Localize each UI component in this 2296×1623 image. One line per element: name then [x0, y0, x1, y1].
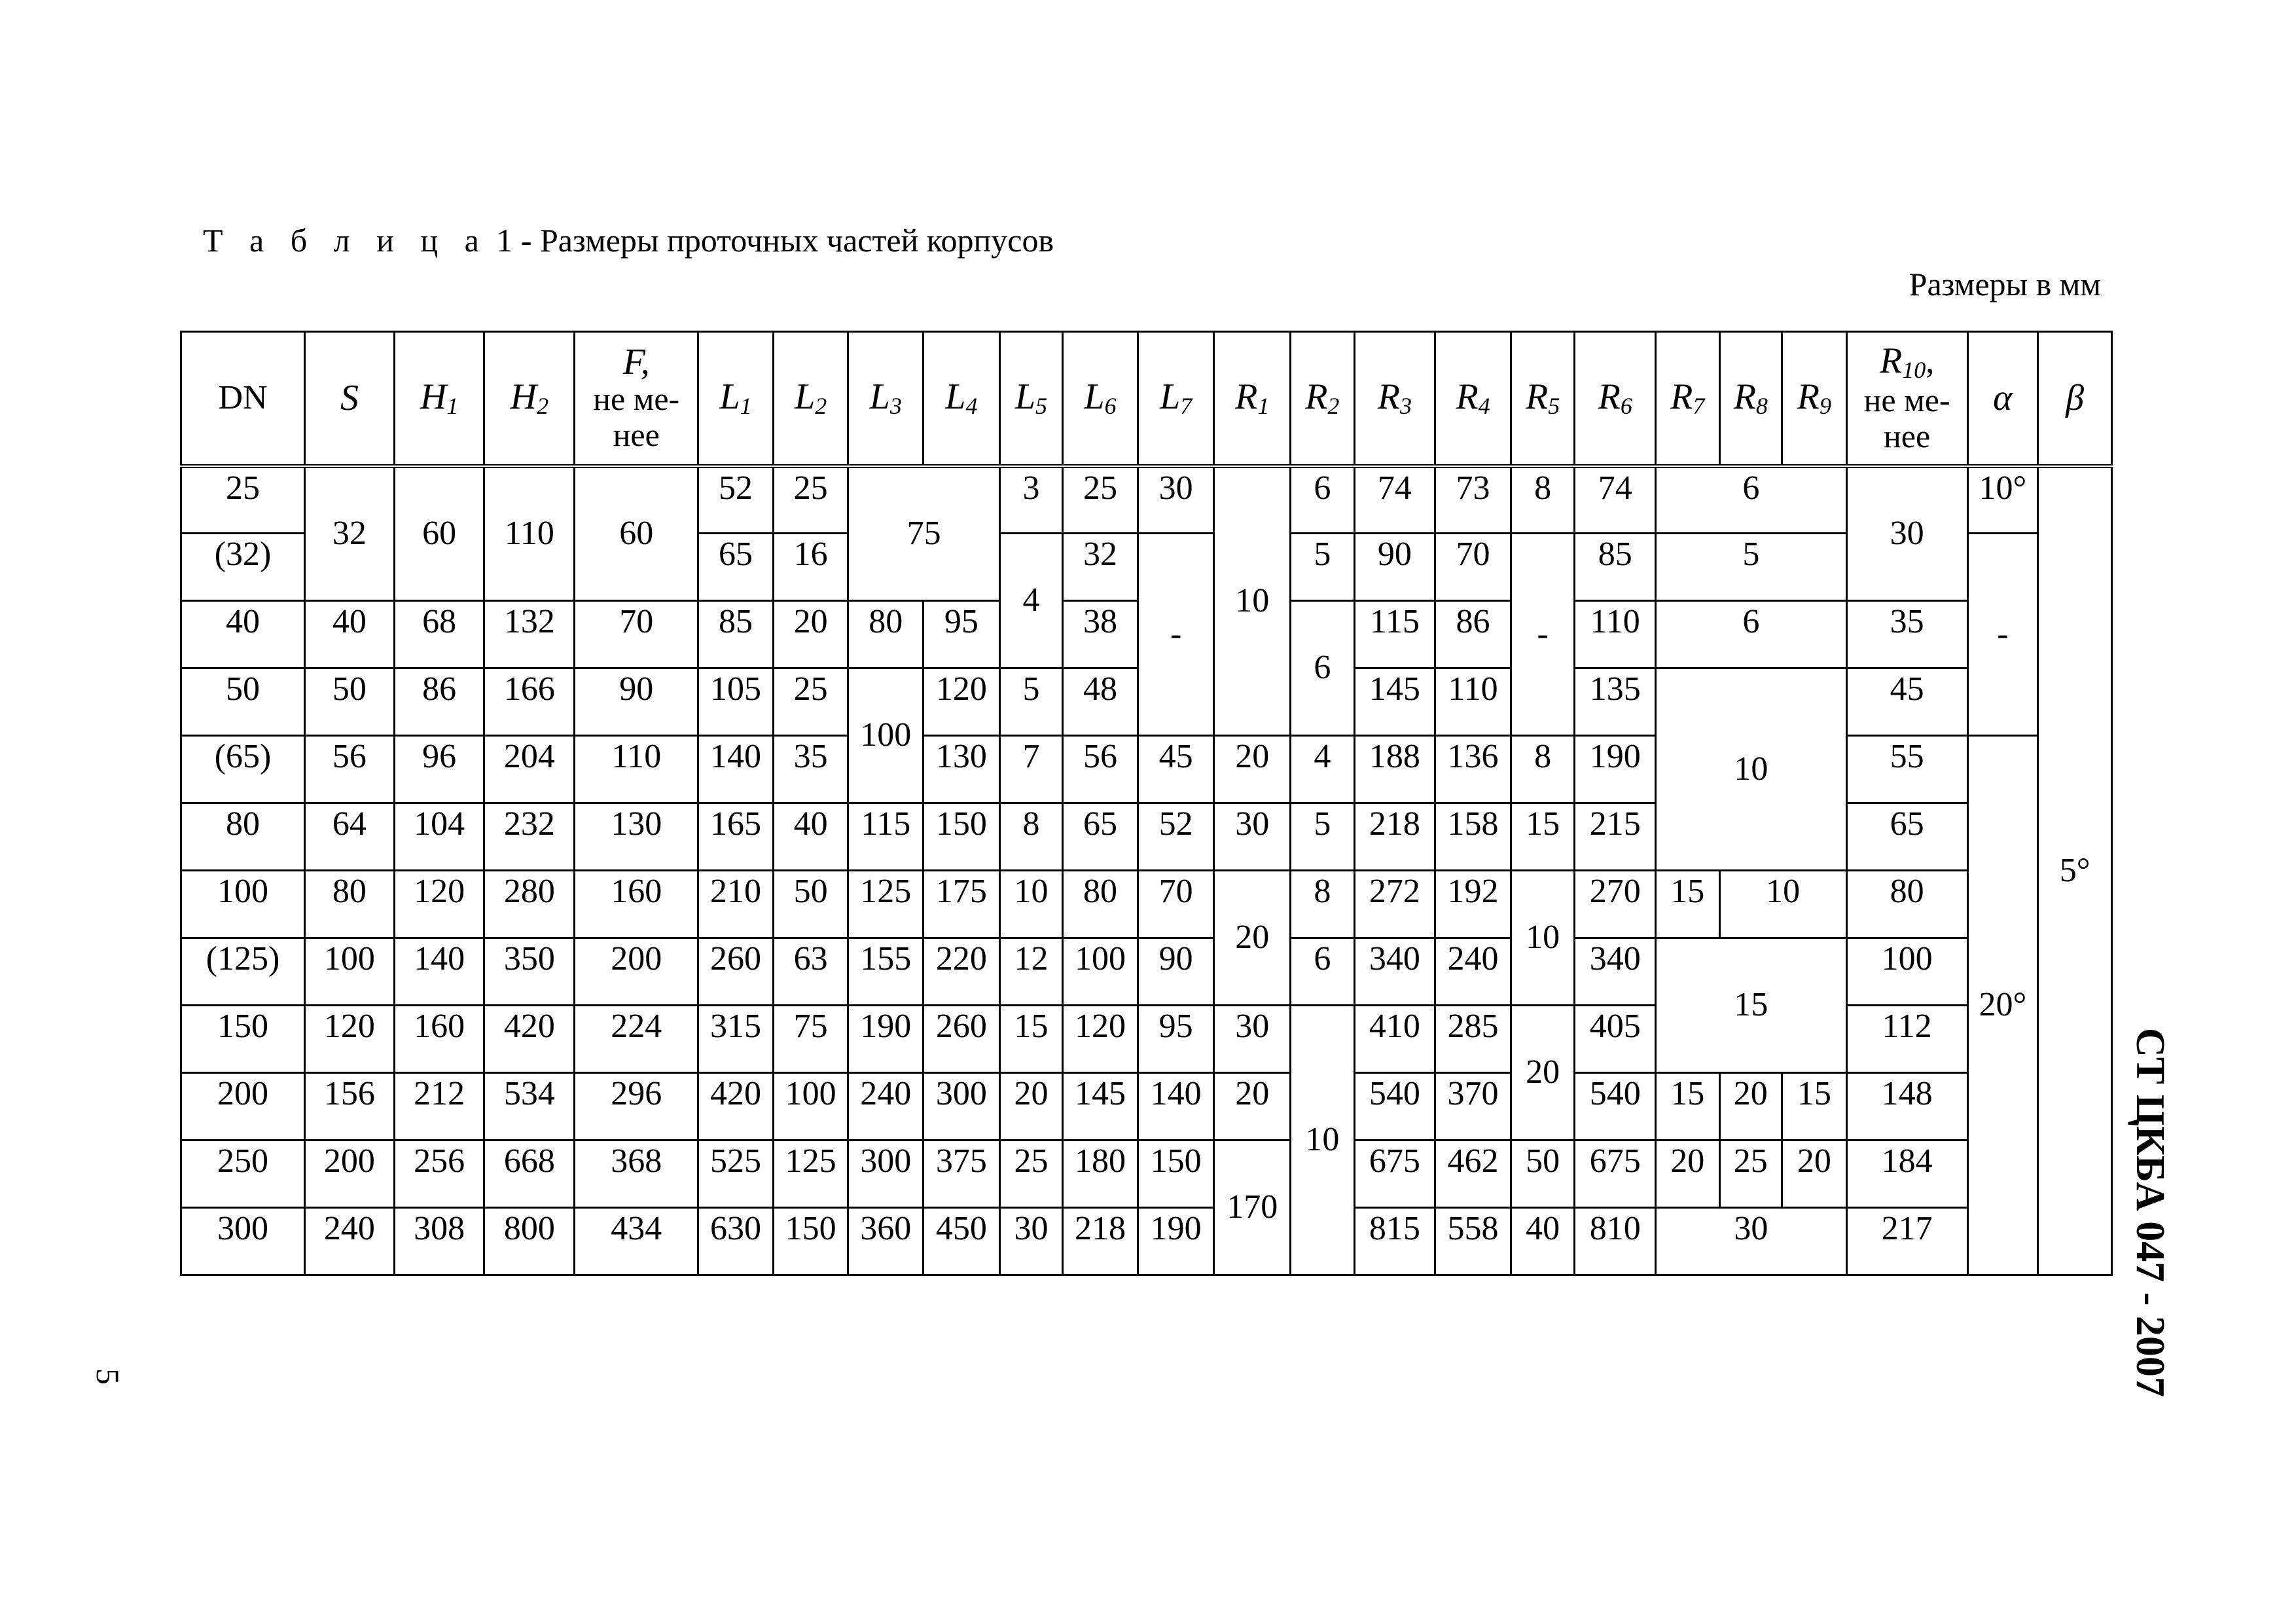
cell-l5: 3	[999, 466, 1063, 534]
cell-h2: 350	[484, 938, 575, 1006]
cell-r7: 15	[1656, 871, 1720, 938]
cell-r1: 30	[1214, 803, 1291, 871]
cell-s: 40	[305, 601, 395, 668]
cell-l7: 90	[1138, 938, 1214, 1006]
cell-l1: 65	[698, 534, 774, 601]
caption-text: 1 - Размеры проточных частей корпусов	[488, 222, 1054, 259]
cell-r3: 340	[1354, 938, 1435, 1006]
cell-dn: 50	[181, 668, 305, 736]
cell-h1: 308	[394, 1208, 484, 1275]
cell-l4: 130	[924, 736, 1000, 803]
cell-h1: 68	[394, 601, 484, 668]
cell-r10: 65	[1846, 803, 1967, 871]
cell-h2: 204	[484, 736, 575, 803]
cell-h2: 132	[484, 601, 575, 668]
cell-dn: 150	[181, 1006, 305, 1073]
cell-r3: 90	[1354, 534, 1435, 601]
cell-r7-r9: 6	[1656, 466, 1847, 534]
cell-l7: 140	[1138, 1073, 1214, 1140]
cell-r1: 30	[1214, 1006, 1291, 1073]
cell-r4: 240	[1435, 938, 1511, 1006]
cell-r10: 45	[1846, 668, 1967, 736]
cell-r3: 188	[1354, 736, 1435, 803]
cell-s: 120	[305, 1006, 395, 1073]
cell-l5: 30	[999, 1208, 1063, 1275]
cell-s: 156	[305, 1073, 395, 1140]
cell-r5: 15	[1511, 803, 1575, 871]
table-row	[181, 938, 2112, 1006]
cell-l6: 120	[1063, 1006, 1138, 1073]
cell-r4: 110	[1435, 668, 1511, 736]
cell-l5: 5	[999, 668, 1063, 736]
cell-r5: -	[1511, 534, 1575, 736]
caption-prefix: Т а б л и ц а	[203, 222, 488, 259]
cell-r4: 86	[1435, 601, 1511, 668]
cell-r1: 20	[1214, 1073, 1291, 1140]
cell-r6: 135	[1575, 668, 1656, 736]
cell-l3: 80	[848, 601, 924, 668]
cell-l6: 180	[1063, 1140, 1138, 1208]
cell-l7: 52	[1138, 803, 1214, 871]
cell-l5: 10	[999, 871, 1063, 938]
cell-l3: 100	[848, 668, 924, 803]
col-header-alpha: α	[1967, 332, 2038, 466]
cell-l2: 100	[773, 1073, 848, 1140]
cell-f: 70	[575, 601, 698, 668]
col-header-l4: $L_4$	[924, 332, 1000, 466]
cell-l7: 190	[1138, 1208, 1214, 1275]
dimensions-table	[180, 331, 2113, 1276]
cell-l2: 25	[773, 466, 848, 534]
col-header-s: S	[305, 332, 395, 466]
cell-h1: 104	[394, 803, 484, 871]
cell-l6: 80	[1063, 871, 1138, 938]
cell-h2: 668	[484, 1140, 575, 1208]
cell-l1: 140	[698, 736, 774, 803]
cell-h2: 166	[484, 668, 575, 736]
cell-l2: 125	[773, 1140, 848, 1208]
cell-l3: 155	[848, 938, 924, 1006]
cell-l6: 65	[1063, 803, 1138, 871]
cell-l3-l4: 75	[848, 466, 999, 601]
cell-r10: 80	[1846, 871, 1967, 938]
cell-l7: 45	[1138, 736, 1214, 803]
cell-r6: 270	[1575, 871, 1656, 938]
document-code: СТ ЦКБА 047 - 2007	[2128, 1028, 2172, 1397]
cell-l1: 210	[698, 871, 774, 938]
cell-r4: 192	[1435, 871, 1511, 938]
cell-r1: 170	[1214, 1140, 1291, 1275]
cell-s: 80	[305, 871, 395, 938]
cell-r10: 184	[1846, 1140, 1967, 1208]
cell-r6: 675	[1575, 1140, 1656, 1208]
cell-r4: 73	[1435, 466, 1511, 534]
cell-r7-r9: 30	[1656, 1208, 1847, 1275]
col-header-l2: $L_2$	[773, 332, 848, 466]
cell-h2: 534	[484, 1073, 575, 1140]
cell-l2: 75	[773, 1006, 848, 1073]
col-header-r7: $R_7$	[1656, 332, 1720, 466]
col-header-r9: $R_9$	[1782, 332, 1847, 466]
cell-dn: 40	[181, 601, 305, 668]
cell-dn: (32)	[181, 534, 305, 601]
cell-r6: 85	[1575, 534, 1656, 601]
cell-dn: 300	[181, 1208, 305, 1275]
cell-f: 130	[575, 803, 698, 871]
cell-s: 240	[305, 1208, 395, 1275]
cell-s: 64	[305, 803, 395, 871]
cell-l3: 125	[848, 871, 924, 938]
cell-r8: 20	[1719, 1073, 1782, 1140]
cell-r3: 815	[1354, 1208, 1435, 1275]
cell-r5: 20	[1511, 1006, 1575, 1140]
cell-l5: 15	[999, 1006, 1063, 1073]
cell-r8: 25	[1719, 1140, 1782, 1208]
cell-r9: 20	[1782, 1140, 1847, 1208]
cell-s: 56	[305, 736, 395, 803]
col-header-f: F, не ме-нее	[575, 332, 698, 466]
cell-l5: 25	[999, 1140, 1063, 1208]
cell-h1: 60	[394, 466, 484, 601]
cell-h2: 280	[484, 871, 575, 938]
cell-r3: 272	[1354, 871, 1435, 938]
cell-l1: 260	[698, 938, 774, 1006]
cell-l4: 300	[924, 1073, 1000, 1140]
cell-r4: 136	[1435, 736, 1511, 803]
table-row	[181, 1140, 2112, 1208]
cell-h1: 160	[394, 1006, 484, 1073]
cell-l7: 70	[1138, 871, 1214, 938]
cell-r2: 4	[1291, 736, 1355, 803]
cell-s: 32	[305, 466, 395, 601]
cell-f: 224	[575, 1006, 698, 1073]
cell-s: 200	[305, 1140, 395, 1208]
cell-l6: 56	[1063, 736, 1138, 803]
cell-r2: 5	[1291, 534, 1355, 601]
col-header-r10: $R_{10}$, не ме-нее	[1846, 332, 1967, 466]
cell-r7-r9: 10	[1656, 668, 1847, 871]
cell-s: 100	[305, 938, 395, 1006]
cell-l2: 25	[773, 668, 848, 736]
cell-r6: 405	[1575, 1006, 1656, 1073]
header-row	[181, 332, 2112, 466]
cell-l7: 95	[1138, 1006, 1214, 1073]
cell-h1: 86	[394, 668, 484, 736]
cell-r2: 8	[1291, 871, 1355, 938]
cell-l4: 260	[924, 1006, 1000, 1073]
cell-r5: 8	[1511, 736, 1575, 803]
cell-r10: 148	[1846, 1073, 1967, 1140]
cell-r4: 462	[1435, 1140, 1511, 1208]
cell-l5: 7	[999, 736, 1063, 803]
cell-r3: 675	[1354, 1140, 1435, 1208]
cell-l3: 240	[848, 1073, 924, 1140]
cell-l2: 50	[773, 871, 848, 938]
table-row	[181, 1208, 2112, 1275]
cell-alpha: -	[1967, 534, 2038, 736]
cell-r5: 8	[1511, 466, 1575, 534]
cell-r6: 215	[1575, 803, 1656, 871]
cell-r8-r9: 10	[1719, 871, 1846, 938]
cell-dn: 80	[181, 803, 305, 871]
cell-l2: 63	[773, 938, 848, 1006]
cell-l6: 32	[1063, 534, 1138, 601]
col-header-dn: DN	[181, 332, 305, 466]
cell-r10: 55	[1846, 736, 1967, 803]
cell-h2: 420	[484, 1006, 575, 1073]
cell-r5: 40	[1511, 1208, 1575, 1275]
cell-alpha: 10°	[1967, 466, 2038, 534]
cell-r4: 285	[1435, 1006, 1511, 1073]
col-header-h1: $H_1$	[394, 332, 484, 466]
table-row	[181, 1073, 2112, 1140]
cell-dn: (65)	[181, 736, 305, 803]
cell-r6: 74	[1575, 466, 1656, 534]
cell-l4: 375	[924, 1140, 1000, 1208]
cell-l6: 100	[1063, 938, 1138, 1006]
table-row	[181, 871, 2112, 938]
table-caption	[203, 221, 1054, 259]
cell-r3: 218	[1354, 803, 1435, 871]
cell-h1: 96	[394, 736, 484, 803]
col-header-r3: $R_3$	[1354, 332, 1435, 466]
cell-l1: 420	[698, 1073, 774, 1140]
col-header-l7: $L_7$	[1138, 332, 1214, 466]
page-number: 5	[90, 1368, 126, 1385]
cell-f: 110	[575, 736, 698, 803]
col-header-r4: $R_4$	[1435, 332, 1511, 466]
cell-r4: 558	[1435, 1208, 1511, 1275]
cell-r10: 217	[1846, 1208, 1967, 1275]
cell-l1: 105	[698, 668, 774, 736]
cell-r4: 70	[1435, 534, 1511, 601]
cell-l5: 4	[999, 534, 1063, 668]
col-header-h2: $H_2$	[484, 332, 575, 466]
cell-l3: 190	[848, 1006, 924, 1073]
cell-alpha: 20°	[1967, 736, 2038, 1275]
cell-f: 434	[575, 1208, 698, 1275]
cell-dn: 100	[181, 871, 305, 938]
col-header-l3: $L_3$	[848, 332, 924, 466]
cell-f: 368	[575, 1140, 698, 1208]
cell-r6: 810	[1575, 1208, 1656, 1275]
cell-l7: -	[1138, 534, 1214, 736]
cell-l6: 145	[1063, 1073, 1138, 1140]
cell-l6: 48	[1063, 668, 1138, 736]
cell-l5: 12	[999, 938, 1063, 1006]
cell-dn: (125)	[181, 938, 305, 1006]
cell-f: 60	[575, 466, 698, 601]
cell-h1: 140	[394, 938, 484, 1006]
cell-l4: 95	[924, 601, 1000, 668]
cell-l6: 25	[1063, 466, 1138, 534]
cell-l2: 150	[773, 1208, 848, 1275]
cell-r6: 110	[1575, 601, 1656, 668]
cell-r7-r9: 15	[1656, 938, 1847, 1073]
cell-r3: 540	[1354, 1073, 1435, 1140]
col-header-r6: $R_6$	[1575, 332, 1656, 466]
table-row	[181, 466, 2112, 534]
col-header-l6: $L_6$	[1063, 332, 1138, 466]
cell-r4: 158	[1435, 803, 1511, 871]
cell-r1: 10	[1214, 466, 1291, 736]
col-header-l1: $L_1$	[698, 332, 774, 466]
cell-r7-r9: 6	[1656, 601, 1847, 668]
cell-r4: 370	[1435, 1073, 1511, 1140]
cell-l4: 450	[924, 1208, 1000, 1275]
cell-l6: 38	[1063, 601, 1138, 668]
cell-l6: 218	[1063, 1208, 1138, 1275]
cell-l7: 30	[1138, 466, 1214, 534]
cell-l1: 52	[698, 466, 774, 534]
cell-r10: 112	[1846, 1006, 1967, 1073]
cell-l1: 85	[698, 601, 774, 668]
cell-r3: 74	[1354, 466, 1435, 534]
cell-f: 160	[575, 871, 698, 938]
cell-r3: 145	[1354, 668, 1435, 736]
cell-l1: 165	[698, 803, 774, 871]
cell-r7: 20	[1656, 1140, 1720, 1208]
cell-r10: 100	[1846, 938, 1967, 1006]
cell-l5: 20	[999, 1073, 1063, 1140]
cell-r6: 340	[1575, 938, 1656, 1006]
units-note: Размеры в мм	[1909, 266, 2101, 302]
cell-l4: 150	[924, 803, 1000, 871]
cell-l3: 300	[848, 1140, 924, 1208]
cell-f: 296	[575, 1073, 698, 1140]
cell-h2: 232	[484, 803, 575, 871]
cell-l1: 630	[698, 1208, 774, 1275]
cell-l4: 120	[924, 668, 1000, 736]
col-header-r5: $R_5$	[1511, 332, 1575, 466]
cell-r1: 20	[1214, 736, 1291, 803]
cell-r10: 30	[1846, 466, 1967, 601]
cell-l2: 40	[773, 803, 848, 871]
cell-r6: 190	[1575, 736, 1656, 803]
cell-h1: 212	[394, 1073, 484, 1140]
col-header-r8: $R_8$	[1719, 332, 1782, 466]
cell-r9: 15	[1782, 1073, 1847, 1140]
cell-r2: 6	[1291, 938, 1355, 1006]
cell-l2: 16	[773, 534, 848, 601]
cell-f: 200	[575, 938, 698, 1006]
col-header-beta: β	[2038, 332, 2112, 466]
cell-l5: 8	[999, 803, 1063, 871]
cell-l7: 150	[1138, 1140, 1214, 1208]
cell-l4: 175	[924, 871, 1000, 938]
cell-r2: 10	[1291, 1006, 1355, 1275]
cell-r3: 115	[1354, 601, 1435, 668]
cell-dn: 200	[181, 1073, 305, 1140]
col-header-l5: $L_5$	[999, 332, 1063, 466]
cell-r10: 35	[1846, 601, 1967, 668]
cell-r7-r9: 5	[1656, 534, 1847, 601]
col-header-r1: $R_1$	[1214, 332, 1291, 466]
cell-f: 90	[575, 668, 698, 736]
cell-h1: 120	[394, 871, 484, 938]
cell-s: 50	[305, 668, 395, 736]
cell-beta: 5°	[2038, 466, 2112, 1275]
col-header-r2: $R_2$	[1291, 332, 1355, 466]
cell-r3: 410	[1354, 1006, 1435, 1073]
cell-l2: 20	[773, 601, 848, 668]
cell-h2: 110	[484, 466, 575, 601]
cell-r5: 50	[1511, 1140, 1575, 1208]
cell-l1: 315	[698, 1006, 774, 1073]
cell-l1: 525	[698, 1140, 774, 1208]
cell-l2: 35	[773, 736, 848, 803]
cell-r2: 6	[1291, 466, 1355, 534]
cell-r5: 10	[1511, 871, 1575, 1006]
cell-dn: 250	[181, 1140, 305, 1208]
cell-l4: 220	[924, 938, 1000, 1006]
cell-dn: 25	[181, 466, 305, 534]
cell-r1: 20	[1214, 871, 1291, 1006]
cell-r7: 15	[1656, 1073, 1720, 1140]
cell-r2: 5	[1291, 803, 1355, 871]
cell-l3: 115	[848, 803, 924, 871]
cell-h1: 256	[394, 1140, 484, 1208]
cell-h2: 800	[484, 1208, 575, 1275]
cell-r2: 6	[1291, 601, 1355, 736]
cell-r6: 540	[1575, 1073, 1656, 1140]
cell-l3: 360	[848, 1208, 924, 1275]
